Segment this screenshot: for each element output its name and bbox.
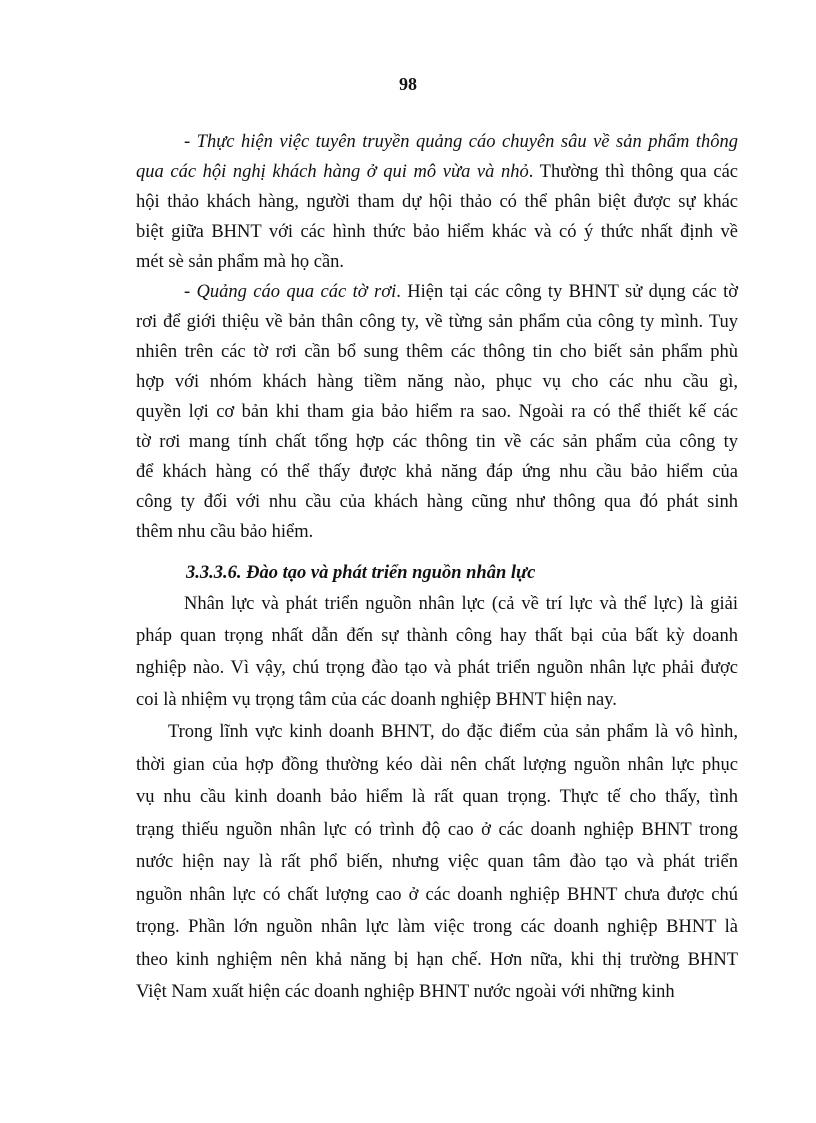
- para2-line3: nhiên trên các tờ rơi cần bổ sung thêm các thông tin cho biết sản phẩm phù: [136, 342, 738, 362]
- para2-line6: tờ rơi mang tính chất tổng hợp các thông tin về các sản phẩm của công ty: [136, 432, 738, 452]
- para2-line9: thêm nhu cầu bảo hiểm.: [136, 522, 314, 542]
- para4-line6: nguồn nhân lực có chất lượng cao ở các doanh nghiệp BHNT chưa được chú: [136, 885, 738, 905]
- para2-line1-text: . Hiện tại các công ty BHNT sử dụng các tờ: [396, 282, 738, 302]
- para4-line8: theo kinh nghiệm nên khả năng bị hạn chế. Hơn nữa, khi thị trường BHNT: [136, 950, 738, 970]
- para3-line2: pháp quan trọng nhất dẫn đến sự thành công hay thất bại của bất kỳ doanh: [136, 626, 738, 646]
- para2-line7: để khách hàng có thể thấy được khả năng đáp ứng nhu cầu bảo hiểm của: [136, 462, 738, 482]
- para4-line5: nước hiện nay là rất phổ biến, nhưng việc quan tâm đào tạo và phát triển: [136, 852, 738, 872]
- para4-line9: Việt Nam xuất hiện các doanh nghiệp BHNT nước ngoài với những kinh: [136, 982, 675, 1002]
- para4-line7: trọng. Phần lớn nguồn nhân lực làm việc trong các doanh nghiệp BHNT là: [136, 917, 738, 937]
- para1-line1-italic: - Thực hiện việc tuyên truyền quảng cáo chuyên sâu về sản phẩm thông: [184, 132, 738, 152]
- para4-line2: thời gian của hợp đồng thường kéo dài nên chất lượng nguồn nhân lực phục: [136, 755, 738, 775]
- para1-line2-italic: qua các hội nghị khách hàng ở qui mô vừa và nhỏ: [136, 162, 529, 182]
- para1-line4: biệt giữa BHNT với các hình thức bảo hiểm khác và có ý thức nhất định về: [136, 222, 738, 242]
- section-heading: 3.3.3.6. Đào tạo và phát triển nguồn nhân lực: [186, 563, 536, 583]
- para2-line1: [184, 282, 738, 303]
- para1-line1: [184, 132, 738, 153]
- para2-line5: quyền lợi cơ bản khi tham gia bảo hiểm ra sao. Ngoài ra có thể thiết kế các: [136, 402, 738, 422]
- page-number: 98: [399, 74, 417, 94]
- para4-line4: trạng thiếu nguồn nhân lực có trình độ cao ở các doanh nghiệp BHNT trong: [136, 820, 738, 840]
- para1-line5: mét sè sản phẩm mà họ cần.: [136, 252, 345, 272]
- para1-line2-text: . Thường thì thông qua các: [528, 162, 738, 182]
- para3-line3: nghiệp nào. Vì vậy, chú trọng đào tạo và phát triển nguồn nhân lực phải được: [136, 658, 738, 678]
- para2-line8: công ty đối với nhu cầu của khách hàng cũng như thông qua đó phát sinh: [136, 492, 738, 512]
- para2-line2: rơi để giới thiệu về bản thân công ty, về từng sản phẩm của công ty mình. Tuy: [136, 312, 738, 332]
- para2-line1-italic: - Quảng cáo qua các tờ rơi: [184, 282, 397, 302]
- para4-line3: vụ nhu cầu kinh doanh bảo hiểm là rất quan trọng. Thực tế cho thấy, tình: [136, 787, 738, 807]
- para1-line3: hội thảo khách hàng, người tham dự hội thảo có thể phân biệt được sự khác: [136, 192, 738, 212]
- para3-line4: coi là nhiệm vụ trọng tâm của các doanh nghiệp BHNT hiện nay.: [136, 690, 617, 710]
- para2-line4: hợp với nhóm khách hàng tiềm năng nào, phục vụ cho các nhu cầu gì,: [136, 372, 738, 392]
- para4-line1: Trong lĩnh vực kinh doanh BHNT, do đặc điểm của sản phẩm là vô hình,: [168, 722, 738, 742]
- para3-line1: Nhân lực và phát triển nguồn nhân lực (cả về trí lực và thể lực) là giải: [184, 594, 738, 614]
- para1-line2: [136, 162, 738, 183]
